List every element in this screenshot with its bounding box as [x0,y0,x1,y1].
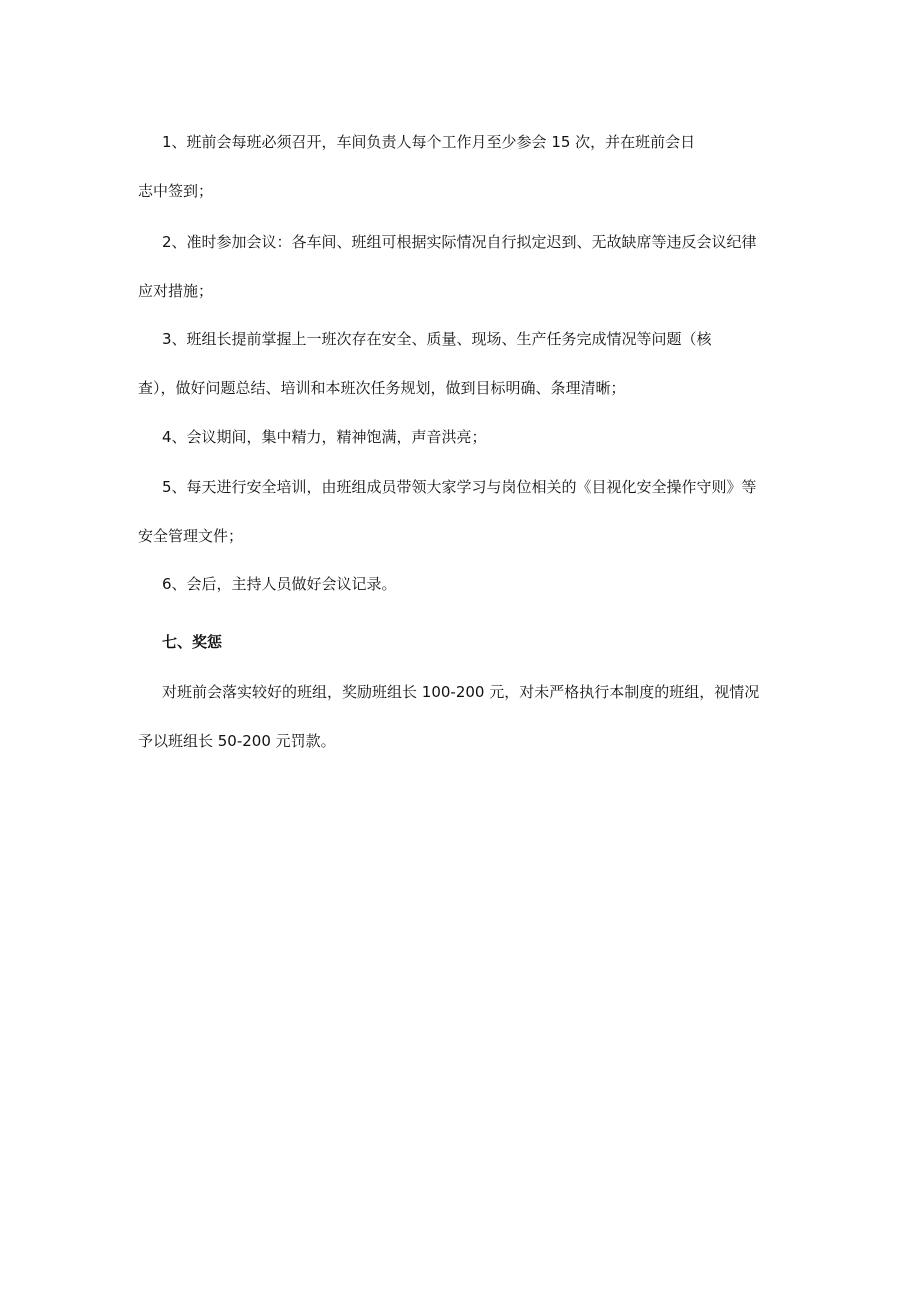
item-6-line-1: 6、会后，主持人员做好会议记录。 [162,575,397,593]
section-heading: 七、奖惩 [162,633,223,651]
item-1-line-2: 志中签到； [138,182,214,200]
item-3-line-1: 3、班组长提前掌握上一班次存在安全、质量、现场、生产任务完成情况等问题（核 [162,330,712,348]
item-5-line-1: 5、每天进行安全培训，由班组成员带领大家学习与岗位相关的《目视化安全操作守则》等 [162,478,757,496]
item-1-line-1: 1、班前会每班必须召开，车间负责人每个工作月至少参会 15 次，并在班前会日 [162,133,696,151]
item-2-line-1: 2、准时参加会议：各车间、班组可根据实际情况自行拟定迟到、无故缺席等违反会议纪律 [162,233,757,251]
item-5-line-2: 安全管理文件； [138,527,244,545]
section-body-line-1: 对班前会落实较好的班组，奖励班组长 100-200 元，对未严格执行本制度的班组，视情况 [162,683,760,701]
item-3-line-2: 查），做好问题总结、培训和本班次任务规划，做到目标明确、条理清晰； [138,379,626,397]
item-2-line-2: 应对措施； [138,282,214,300]
section-body-line-2: 予以班组长 50-200 元罚款。 [138,732,336,750]
item-4-line-1: 4、会议期间，集中精力，精神饱满，声音洪亮； [162,428,487,446]
